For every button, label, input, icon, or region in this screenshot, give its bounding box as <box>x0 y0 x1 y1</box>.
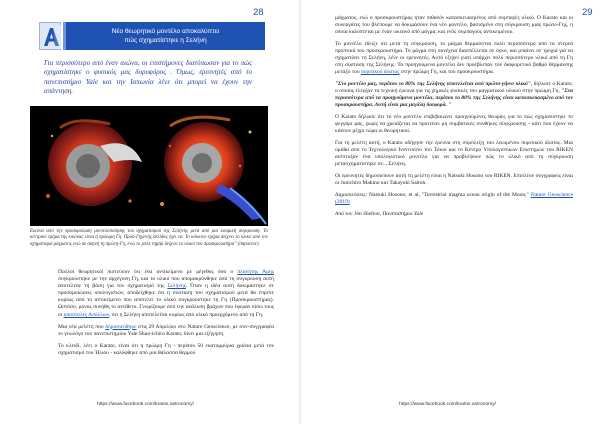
quote-text: "Στο μοντέλο μας, περίπου το 80% της Σελήνης αποτελείται από πρώτο-γήινο υλικό" <box>335 81 531 88</box>
right-page <box>301 0 600 424</box>
apollo-missions-link[interactable]: αποστολές Απόλλων <box>63 311 110 318</box>
body-paragraph <box>335 81 573 109</box>
body-paragraph: μάγματος, ενώ ο προσκρουστήρας ήταν πιθανόν κατασκευασμένος από συμπαγές υλικό. Ο Karato και οι συνεργάτες του βλέπουμε να δοκιμάσουν ένα νέο μοντέλο, βασισμένο στη σύγκρουση μιας πρώτο-Γης, η οποία καλύπτεται με έναν ωκεανό από μάγμα, και ενός συμπαγούς αντικειμένου. <box>335 15 573 36</box>
page-number: 29 <box>582 7 593 18</box>
text-run: . Όταν η ιδέα αυτή δοκιμάστηκε σε προσομοιώσεις υπολογιστών, αποδείχθηκε ότι η σύσταση του σχηματισμού μετά θα έπρεπε κυρίως από το αντικείμενο που αποτελεί το υλικό συγκρούστηκε τη Γη (Προσκρουστήρας). Ωστόσο, μόνος συνήθη το αντίθετο. Γνωρίζουμε από την ανάλυση βράχων που έφεραν πίσω τους οι <box>58 283 274 318</box>
text-run: Μια νέα μελέτη που <box>58 323 106 330</box>
text-run: Δημοσιεύσεις: Natsuki Hosono, et al, "Terrestrial magma ocean origin of the Moon," <box>335 192 531 199</box>
text-run: στην πρώιμη Γη, και του προσκρουστήρα. <box>399 69 495 76</box>
quote-text: "Στα περισσότερα από τα προηγούμενα μοντέλα, περίπου το 80% της Σελήνης είναι κατασκευασμένο από τον προσκρουστήρα. Αυτή είναι μια μεγάλη διαφορά. " <box>335 88 573 109</box>
text-run: Το κλειδί, λέει ο Karato, είναι ότι η πρώιμη Γη - περίπου 50 εκατομμύρια χρόνια μετά τον σχηματισμό του Ήλιου - καλύφθηκε από μια θάλασσα θερμού <box>58 342 274 356</box>
footer-url[interactable]: https://www.facebook.com/kratos.astronomy/ <box>97 402 195 407</box>
right-body-text <box>335 15 573 223</box>
text-run: , ότι η Σελήνη αποτελείται κυρίως από υλικό προερχόμενο από τη Γη. <box>109 311 264 318</box>
text-run: Πολλοί θεωρητικοί πιστεύουν ότι ένα αντικείμενο με μέγεθος όσο ο <box>58 269 238 275</box>
nature-geoscience-link[interactable]: Nature Geoscience (2019) <box>335 192 574 206</box>
text-run: συγκρούστηκε με την αρχέγονη Γη, και το υλικό που απομακρύνθηκε από τη σύγκρουση αυτή αποτέλεσε τη βάση για τον σχηματισμό της <box>58 276 274 290</box>
article-header <box>39 22 265 50</box>
body-paragraph <box>335 41 573 76</box>
body-paragraph <box>58 343 274 357</box>
logo <box>39 22 61 50</box>
logo-a-icon <box>41 25 61 49</box>
body-paragraph <box>58 324 274 338</box>
simulation-image <box>30 106 268 226</box>
body-paragraph: Οι ερευνητές δημοσιεύουν αυτή τη μελέτη είναι η Natsuki Hosono του RIKEN. Επιπλέον συγγραφείς είναι οι Junichiro Makino και Takayuki Saitoh. <box>335 173 573 187</box>
page-number: 28 <box>253 7 264 18</box>
published-link[interactable]: δημοσιεύθηκε <box>105 323 137 330</box>
left-body-text <box>58 269 274 362</box>
author-credit: Από τον Jim Shelton, Πανεπιστήμιο Yale <box>335 210 424 217</box>
title-band <box>63 22 265 50</box>
intro-paragraph: Για περισσότερο από έναν αιώνα, οι επιστήμονες διατύπωσαν για το πώς σχηματίστηκε ο φυσικός μας δορυφόρος . Όμως, ερευνητές από το πανεπιστήμιο Yale και την Ιαπωνία λένε ότι μπορεί να έχουν την απάντηση. <box>44 59 252 96</box>
reference <box>335 192 573 206</box>
moon-link[interactable]: Σελήνης <box>167 283 186 290</box>
moon-formation-simulation-image <box>30 106 268 226</box>
body-paragraph: Για τη μελέτη αυτή, ο Karato οδήγησε την έρευνα στη σύμπλεξη του λειωμένου πυριτικού άλατος. Μια ομάδα από το Τεχνολογικό Ινστιτούτο του Τόκιο και το Κέντρο Υπολογιστικών Επιστημών του RIKEN ανέπτυξαν ένα υπολογιστικό μοντέλο για να προβλέψουν πώς το υλικό από τη σύγκρουση μετασχηματίστηκε σε... Σελήνη. <box>335 140 573 168</box>
footer-url[interactable]: https://www.facebook.com/kratos.astronomy/ <box>399 402 497 407</box>
body-paragraph: Ο Karato δήλωσε ότι το νέο μοντέλο επιβεβαιώνει προηγούμενες θεωρίες για το πώς σχηματίστηκε το φεγγάρι μας, χωρίς να χρειάζεται να προτείνει μη συμβατικές συνθήκες σύγκρουσης - κάτι που έχουν να κάνουν μέχρι τώρα οι θεωρητικοί. <box>335 114 573 135</box>
left-page <box>0 0 299 424</box>
article-title-line-1: Νέο θεωρητικό μοντέλο αποκαλύπτει <box>111 28 220 35</box>
text-run: στις 29 Απριλίου στο Nature Geoscience, με συν-συγγραφέα το γεωλόγο του πανεπιστημίου Yale Shun-ichiro Karato, δίνει μια εξήγηση. <box>58 323 274 337</box>
silicate-link[interactable]: πυριτικού άλατος <box>360 69 400 76</box>
body-paragraph <box>58 269 274 319</box>
figure-caption: Εικόνα από την προσομοίωση μοντελοποίησης του σχηματισμού της Σελήνης μετά από μια κοσμική σύγκρουση. Το κεντρικό τμήμα της εικόνας είναι η πρόωρη Γη. Πρόσ-Γηγενής σελίδας έχει να. Το κόκκινο τμήμα δείχνει το υλικό από τον σχηματισμό μάγματος ενώ σε σκηνή τη πρώτη-Γη, ενώ το μπλε τημήα δείχνει το υλικό του προσκρουστήρα" (impactor). <box>30 229 268 247</box>
mars-link[interactable]: πλανήτης Άρης <box>237 269 275 275</box>
text-run: , δήλωσε ο Karato, ο οποίος έλεγξαν τα τεχνική έρευνα για τις χημικές φυσικές του μαγματικού υλικού στην πρώιμη Γη. <box>335 81 574 95</box>
article-title-line-2: πώς σχηματίστηκε η Σελήνη <box>124 37 207 44</box>
text-run: Το μοντέλο έδειξε ότι μετά τη σύγκρουση, το μάγμα θερμαίνεται πολύ περισσότερο από τα στερεά προπτικά του προσκρουστήρα. Το μάγμα στη συνέχεια διαστέλλεται σε όγκο, και μπαίνει σε τροχιά για να σχηματίσει τη Σελήνη, λένε οι ερευνητές. Αυτό εξηγεί γιατί υπάρχει πολύ περισσότερο υλικό από τη Γη στη σύσταση της Σελήνης. Τα προηγούμενα μοντέλα δεν προέβλεπαν τον διαφορετικό βαθμό θέρμανσης μεταξύ του <box>335 40 573 76</box>
